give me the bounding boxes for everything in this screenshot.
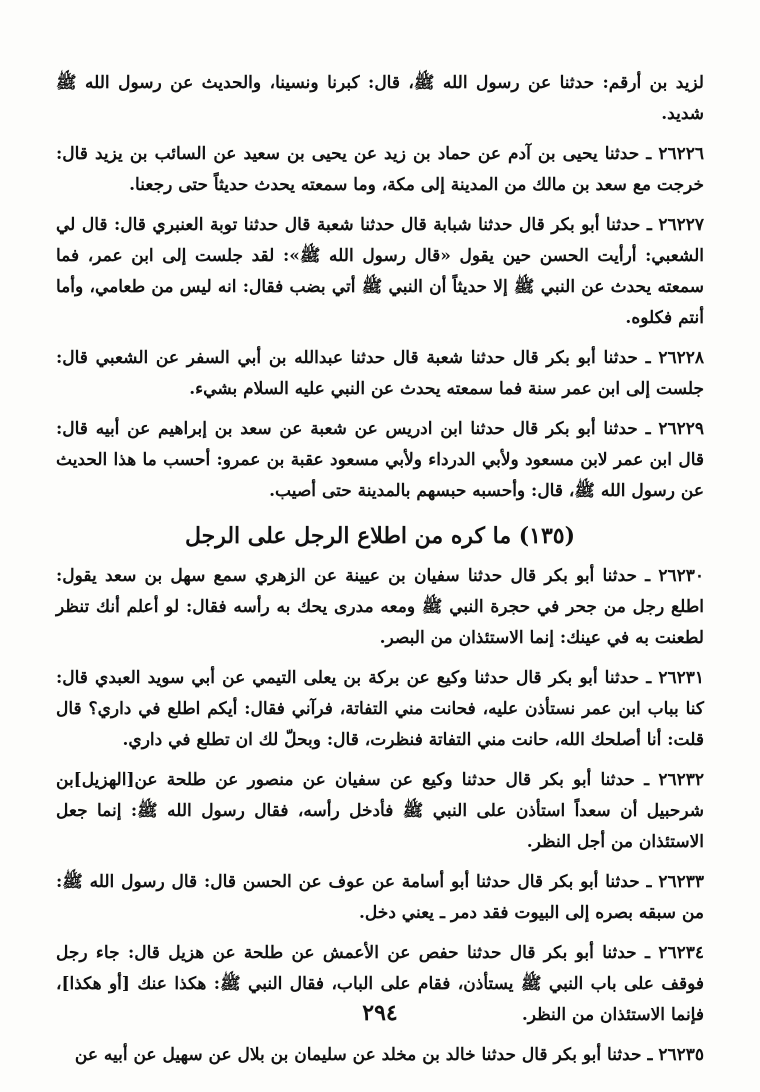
hadith-paragraph xyxy=(56,343,704,405)
section-heading: (١٣٥) ما كره من اطلاع الرجل على الرجل xyxy=(184,523,576,549)
hadith-number: ٢٦٢٢٩ xyxy=(658,419,704,439)
hadith-text: ـ حدثنا يحيى بن آدم عن حماد بن زيد عن يحيى بن سعيد عن السائب بن يزيد قال: خرجت مع سعد بن مالك من المدينة إلى مكة، وما سمعته يحدث حديثاً حتى رجعنا. xyxy=(56,144,704,195)
hadith-paragraph xyxy=(56,139,704,201)
hadith-number: ٢٦٢٣٠ xyxy=(658,566,704,586)
hadith-number: ٢٦٢٣١ xyxy=(658,668,704,688)
hadith-text: لزيد بن أرقم: حدثنا عن رسول الله ﷺ، قال: كبرنا ونسينا، والحديث عن رسول الله ﷺ شديد. xyxy=(56,73,704,124)
hadith-number: ٢٦٢٣٤ xyxy=(658,943,704,963)
hadith-text: ـ حدثنا أبو بكر قال حدثنا ابن ادريس عن شعبة عن سعد بن إبراهيم عن أبيه قال: قال ابن عمر لابن مسعود ولأبي الدرداء ولأبي مسعود عقبة بن عمرو: أحسب ما هذا الحديث عن رسول الله ﷺ، قال: وأحسبه حبسهم بالمدينة حتى أصيب. xyxy=(56,419,704,501)
hadith-paragraph xyxy=(56,210,704,334)
hadith-text: ـ حدثنا أبو بكر قال حدثنا خالد بن مخلد عن سليمان بن بلال عن سهيل عن أبيه عن xyxy=(74,1045,659,1065)
hadith-text: ـ حدثنا أبو بكر قال حدثنا وكيع عن بركة بن يعلى التيمي عن أبي سويد العبدي قال: كنا بباب ابن عمر نستأذن عليه، فحانت مني التفاتة، فرآني فقال: أيكم اطلع في داري؟ قال قلت: أنا أصلحك الله، حانت مني التفاتة فنظرت، قال: وبحلّ لك ان تطلع في داري. xyxy=(56,668,704,750)
hadith-paragraph-continuation xyxy=(56,68,704,130)
hadith-text: ـ حدثنا أبو بكر قال حدثنا أبو أسامة عن عوف عن الحسن قال: قال رسول الله ﷺ: من سبقه بصره إلى البيوت فقد دمر ـ يعني دخل. xyxy=(56,872,704,923)
hadith-number: ٢٦٢٢٦ xyxy=(658,144,704,164)
hadith-text: ـ حدثنا أبو بكر قال حدثنا شبابة قال حدثنا شعبة قال حدثنا توبة العنبري قال: قال لي الشعبي: أرأيت الحسن حين يقول «قال رسول الله ﷺ»: لقد جلست إلى ابن عمر، فما سمعته يحدث عن النبي ﷺ إلا حديثاً أن النبي ﷺ أتي بضب فقال: انه ليس من طعامي، وأما أنتم فكلوه. xyxy=(56,215,704,328)
hadith-text: ـ حدثنا أبو بكر قال حدثنا شعبة قال حدثنا عبدالله بن أبي السفر عن الشعبي قال: جلست إلى ابن عمر سنة فما سمعته يحدث عن النبي عليه السلام بشيء. xyxy=(56,348,704,399)
hadith-paragraph xyxy=(56,867,704,929)
hadith-text: ـ حدثنا أبو بكر قال حدثنا وكيع عن سفيان عن منصور عن طلحة عن[الهزيل]بن شرحبيل أن سعداً استأذن على النبي ﷺ فأدخل رأسه، فقال رسول الله ﷺ: إنما جعل الاستئذان من أجل النظر. xyxy=(56,770,704,852)
page-number: ٢٩٤ xyxy=(362,1000,398,1026)
hadith-number: ٢٦٢٣٣ xyxy=(658,872,704,892)
hadith-paragraph xyxy=(56,414,704,507)
hadith-paragraph xyxy=(56,1040,704,1071)
hadith-number: ٢٦٢٣٢ xyxy=(658,770,704,790)
hadith-number: ٢٦٢٢٨ xyxy=(658,348,704,368)
hadith-number: ٢٦٢٢٧ xyxy=(658,215,704,235)
hadith-paragraph xyxy=(56,663,704,756)
hadith-number: ٢٦٢٣٥ xyxy=(658,1045,704,1065)
hadith-text: ـ حدثنا أبو بكر قال حدثنا حفص عن الأعمش عن طلحة عن هزيل قال: جاء رجل فوقف على باب النبي ﷺ يستأذن، فقام على الباب، فقال النبي ﷺ: هكذا عنك [أو هكذا]، فإنما الاستئذان من النظر. xyxy=(56,943,704,1025)
hadith-paragraph xyxy=(56,765,704,858)
hadith-text: ـ حدثنا أبو بكر قال حدثنا سفيان بن عيينة عن الزهري سمع سهل بن سعد يقول: اطلع رجل من جحر في حجرة النبي ﷺ ومعه مدرى يحك به رأسه فقال: لو أعلم أنك تنظر لطعنت به في عينك: إنما الاستئذان من البصر. xyxy=(56,566,704,648)
hadith-paragraph xyxy=(56,561,704,654)
